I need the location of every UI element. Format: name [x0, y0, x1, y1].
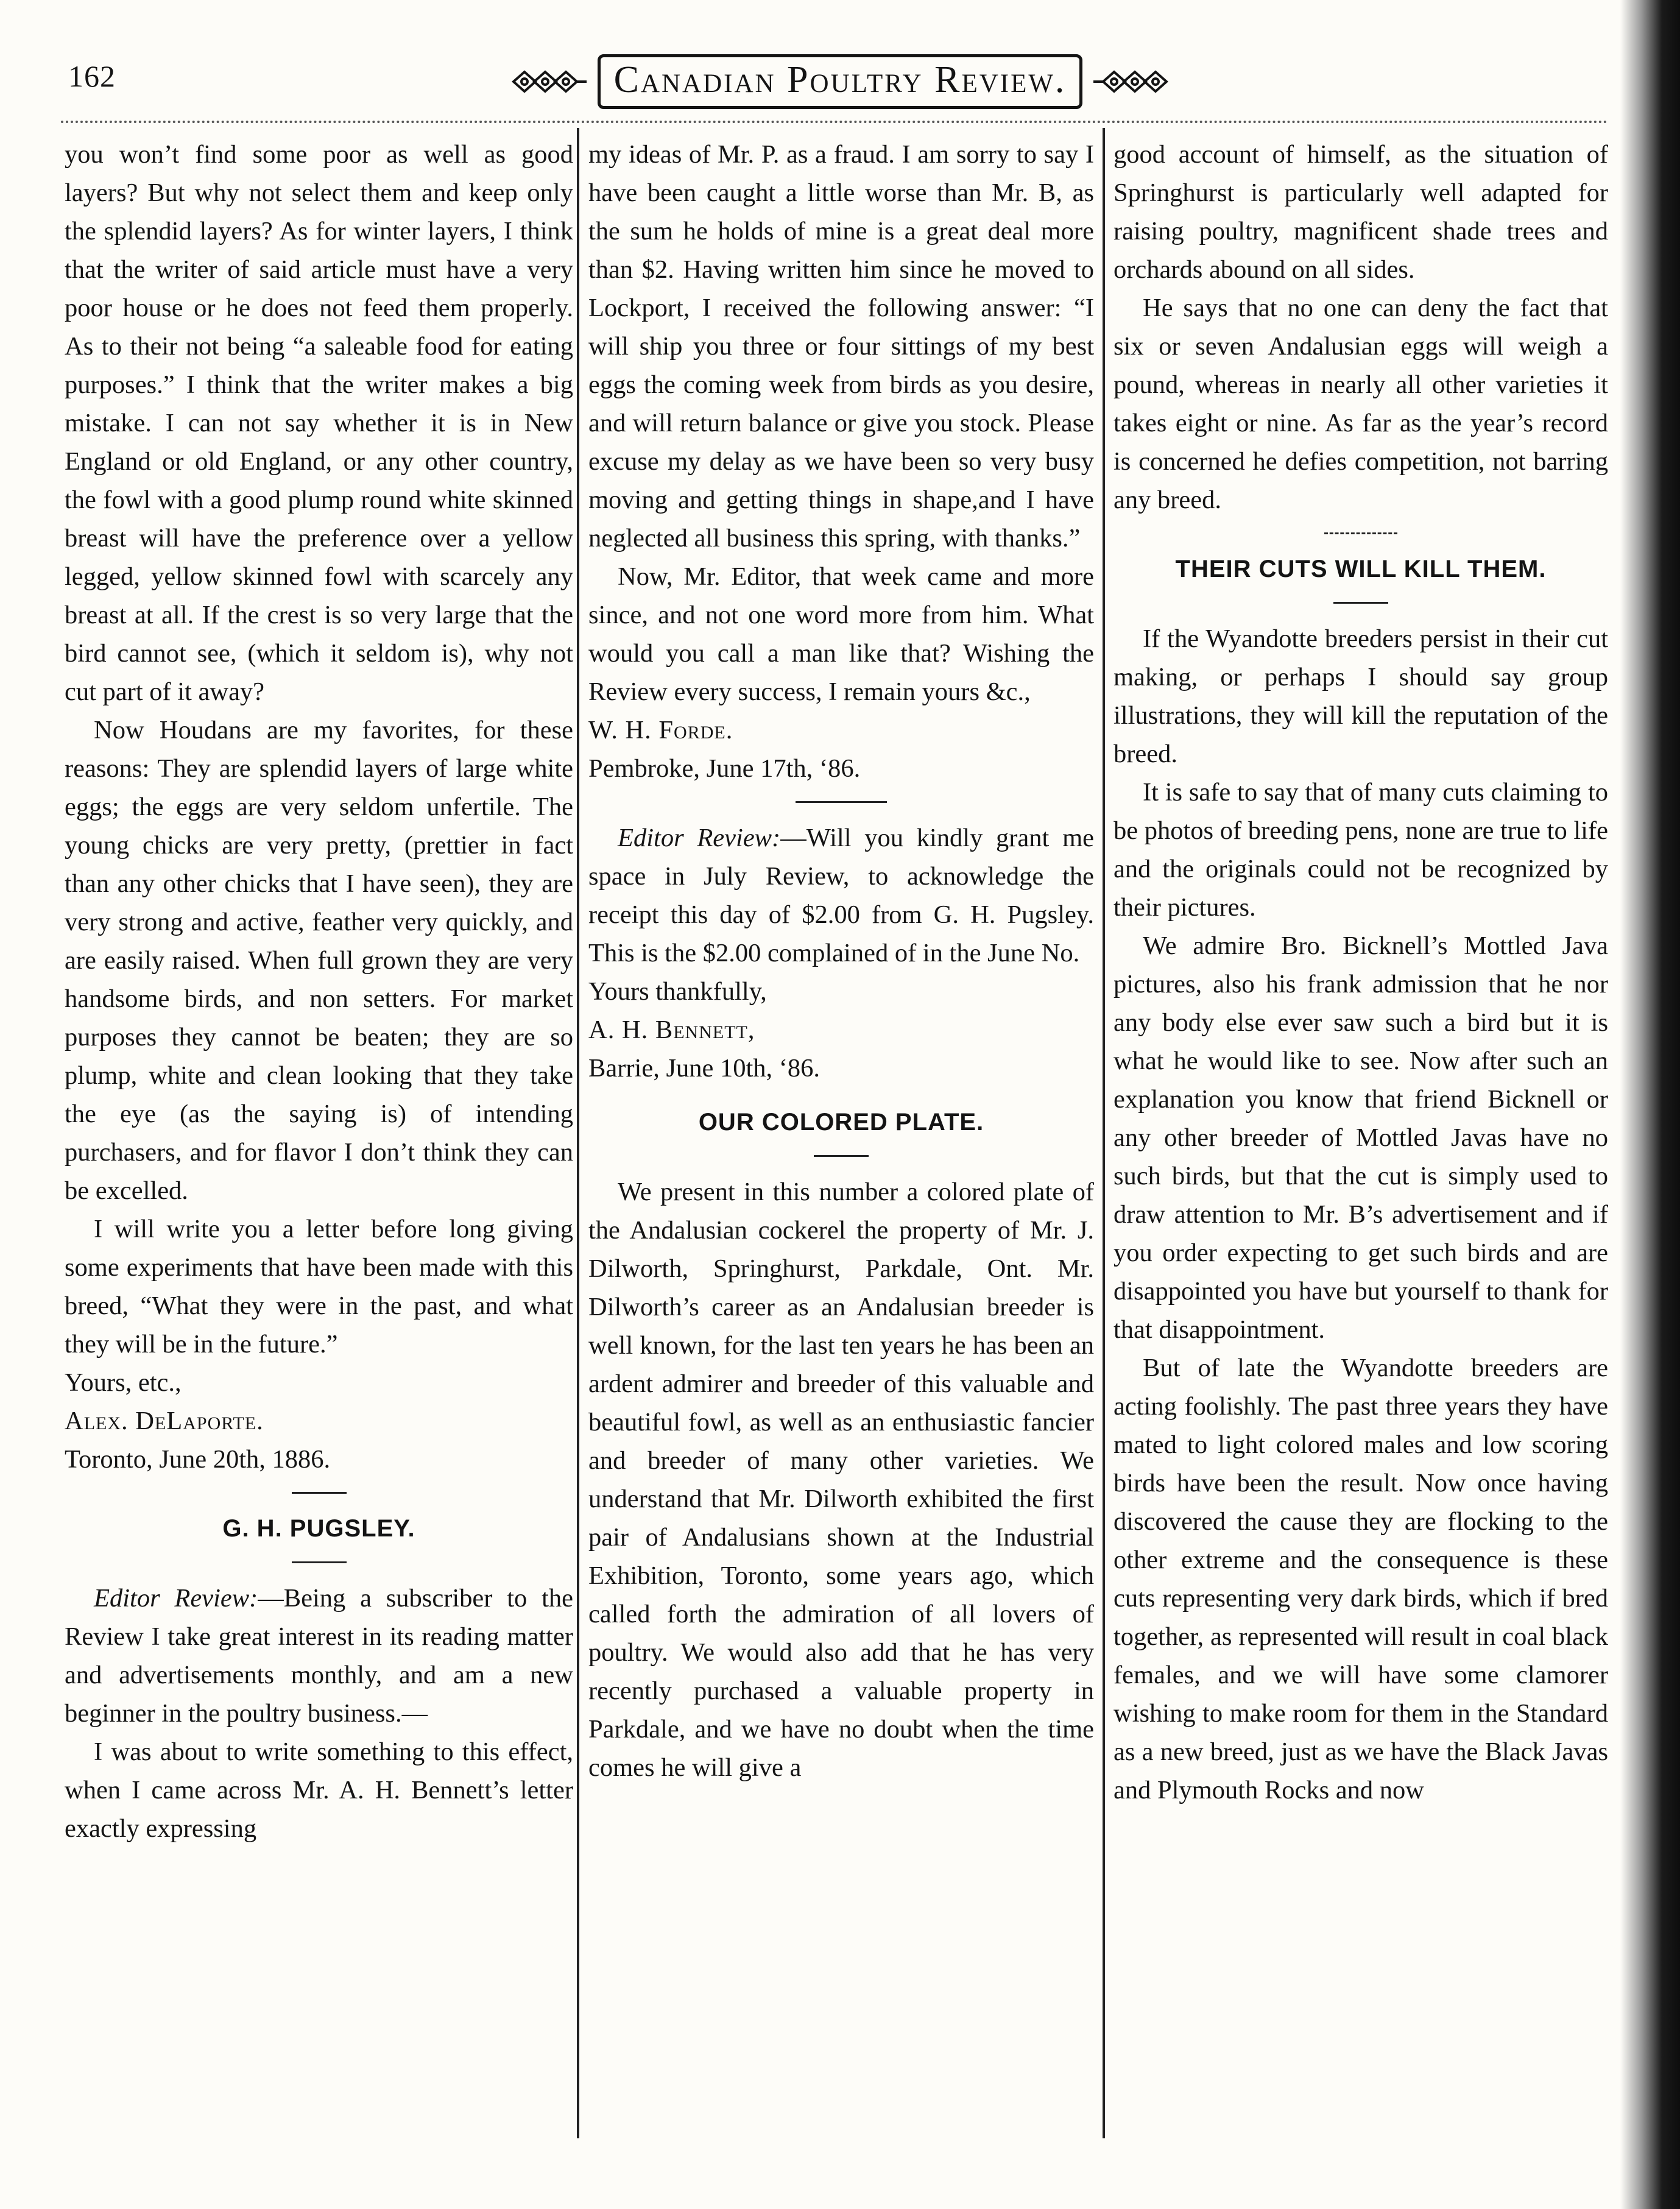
letter-closing: Yours thankfully,: [588, 977, 767, 1006]
paragraph-text: —Being a subscriber to the Review I take great interest in its reading matter and advertisements monthly, and am a new beginner in the poultry business.—: [65, 1584, 573, 1728]
letter-closing: Yours, etc.,: [65, 1368, 182, 1397]
left-ornament-icon: [510, 63, 589, 100]
signature: A. H. Bennett,: [588, 1016, 755, 1044]
paragraph: He says that no one can deny the fact that six or seven Andalusian eggs will weigh a pound, whereas in nearly all other varieties it takes eight or nine. As far as the year’s record is concerned he defies competition, not barring any breed.: [1114, 294, 1608, 514]
signature: Alex. DeLaporte.: [65, 1407, 264, 1435]
section-rule: [1333, 602, 1388, 604]
column-divider: [1103, 128, 1105, 2138]
dateline: Toronto, June 20th, 1886.: [65, 1445, 331, 1474]
section-rule: [292, 1492, 347, 1494]
section-heading: G. H. PUGSLEY.: [222, 1515, 415, 1542]
section-heading: THEIR CUTS WILL KILL THEM.: [1175, 556, 1547, 582]
column-1: [65, 135, 573, 2121]
right-ornament-icon: [1091, 63, 1170, 100]
paragraph: I will write you a letter before long giving some experiments that have been made with this breed, “What they were in the past, and what they will be in the future.”: [65, 1215, 573, 1359]
section-rule: [1324, 532, 1397, 534]
column-divider: [577, 128, 579, 2138]
column-3: [1114, 135, 1608, 2121]
paragraph: We present in this number a colored plate of the Andalusian cockerel the property of Mr. J. Dilworth, Springhurst, Parkdale, Ont. Mr. Dilworth’s career as an Andalusian breeder is well known, for the last ten years he has been an ardent admirer and breeder of this valuable and beautiful fowl, as well as an enthusiastic fancier and breeder of many other varieties. We understand that Mr. Dilworth exhibited the first pair of Andalusians shown at the Industrial Exhibition, Toronto, some years ago, which called forth the admiration of all lovers of poultry. We would also add that he has very recently purchased a valuable property in Parkdale, and we have no doubt when the time comes he will give a: [588, 1178, 1094, 1782]
section-rule: [292, 1561, 347, 1563]
paragraph: But of late the Wyandotte breeders are acting foolishly. The past three years they have mated to light colored males and low scoring birds have been the result. Now once having discovered the cause they are flocking to the other extreme and the consequence is these cuts representing very dark birds, which if bred together, as represented will result in coal black females, and we will have some clamorer wishing to make room for them in the Standard as a new breed, just as we have the Black Javas and Plymouth Rocks and now: [1114, 1354, 1608, 1804]
header-rule: [61, 121, 1608, 123]
paragraph: good account of himself, as the situation of Springhurst is particularly well adapted for raising poultry, magnificent shade trees and orchards abound on all sides.: [1114, 140, 1608, 284]
page-number: 162: [68, 59, 116, 93]
paragraph-text: —Will you kindly grant me space in July Review, to acknowledge the receipt this day of $2.00 from G. H. Pugsley. This is the $2.00 complained of in the June No.: [588, 824, 1094, 967]
paragraph: Now, Mr. Editor, that week came and more since, and not one word more from him. What would you call a man like that? Wishing the Review every success, I remain yours &c.,: [588, 562, 1094, 706]
section-rule: [814, 1155, 869, 1157]
paragraph: you won’t find some poor as well as good layers? But why not select them and keep only the splendid layers? As for winter layers, I think that the writer of said article must have a very poor house or he does not feed them properly. As to their not being “a saleable food for eating purposes.” I think that the writer makes a big mistake. I can not say whether it is in New England or old England, or any other country, the fowl with a good plump round white skinned breast will have the preference over a yellow legged, yellow skinned fowl with scarcely any breast at all. If the crest is so very large that the bird cannot see, (which it seldom is), why not cut part of it away?: [65, 140, 573, 706]
scan-edge: [1620, 0, 1680, 2209]
masthead: [0, 45, 1680, 118]
signature: W. H. Forde.: [588, 716, 733, 744]
paragraph: We admire Bro. Bicknell’s Mottled Java pictures, also his frank admission that he nor any body else ever saw such a bird but it is what he would like to see. Now after such an explanation you know that friend Bicknell or any other breeder of Mottled Javas have no such birds, but that the cut is simply used to draw attention to Mr. B’s advertisement and if you order expecting to get such birds and are disappointed you have but yourself to thank for that disappointment.: [1114, 931, 1608, 1344]
salutation: Editor Review:: [94, 1584, 258, 1613]
paragraph: I was about to write something to this effect, when I came across Mr. A. H. Bennett’s letter exactly expressing: [65, 1737, 573, 1843]
dateline: Barrie, June 10th, ‘86.: [588, 1054, 821, 1083]
masthead-title: Canadian Poultry Review.: [598, 54, 1083, 109]
letter-paragraph: [588, 819, 1094, 972]
paragraph: If the Wyandotte breeders persist in their cut making, or perhaps I should say group illustrations, they will kill the reputation of the breed.: [1114, 624, 1608, 768]
paragraph: It is safe to say that of many cuts claiming to be photos of breeding pens, none are true to life and the originals could not be recognized by their pictures.: [1114, 778, 1608, 922]
letter-paragraph: [65, 1579, 573, 1733]
section-rule: [796, 801, 887, 803]
section-heading: OUR COLORED PLATE.: [698, 1109, 984, 1136]
salutation: Editor Review:: [618, 824, 781, 852]
column-2: [588, 135, 1094, 2121]
paragraph: Now Houdans are my favorites, for these reasons: They are splendid layers of large white eggs; the eggs are very seldom unfertile. The young chicks are very pretty, (prettier in fact than any other chicks that I have seen), they are very strong and active, feather very quickly, and are easily raised. When full grown they are very handsome birds, and non setters. For market purposes they cannot be beaten; they are so plump, white and clean looking that they take the eye (as the saying is) of intending purchasers, and for flavor I don’t think they can be excelled.: [65, 716, 573, 1205]
dateline: Pembroke, June 17th, ‘86.: [588, 754, 861, 783]
paragraph: my ideas of Mr. P. as a fraud. I am sorry to say I have been caught a little worse than Mr. B, as the sum he holds of mine is a great deal more than $2. Having written him since he moved to Lockport, I received the following answer: “I will ship you three or four sittings of my best eggs the coming week from birds as you desire, and will return balance or give you stock. Please excuse my delay as we have been so very busy moving and getting things in shape,and I have neglected all business this spring, with thanks.”: [588, 140, 1094, 553]
